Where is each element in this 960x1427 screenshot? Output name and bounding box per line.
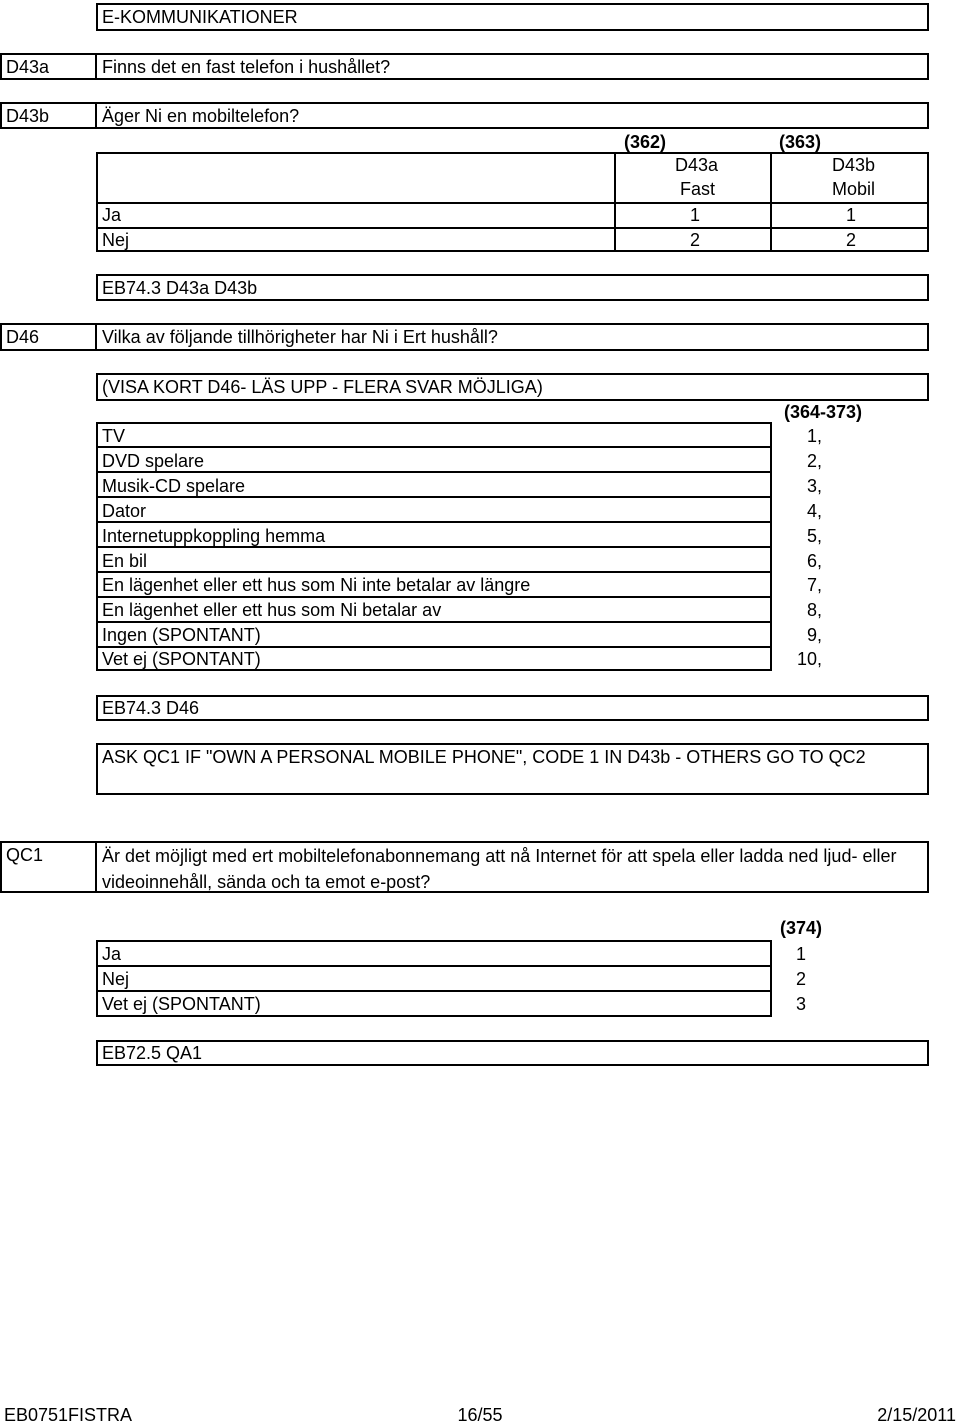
d46-row-code: 1, (806, 426, 822, 446)
d46-row-label: Vet ej (SPONTANT) (102, 649, 261, 669)
d46-row-code: 10, (796, 649, 822, 669)
d46-row-label: En lägenhet eller ett hus som Ni betalar av (102, 600, 442, 620)
d43-table-rule-2 (96, 227, 929, 229)
d46-source-box (96, 695, 929, 721)
d46-row-code: 8, (806, 600, 822, 620)
d43-col2-code: D43b (831, 155, 875, 175)
d46-rule-1 (96, 446, 772, 448)
qc1-row-ja-code: 1 (795, 944, 806, 964)
footer-page-number: 16/55 (457, 1405, 503, 1425)
d43-col1-label: Fast (679, 179, 715, 199)
d46-pos: (364-373) (783, 402, 862, 422)
d43a-question: Finns det en fast telefon i hushållet? (102, 57, 391, 77)
d46-row-label: Ingen (SPONTANT) (102, 625, 261, 645)
qc1-pos: (374) (779, 918, 823, 938)
qc1-rule-1 (96, 965, 772, 967)
qc1-row-nej-label: Nej (102, 969, 130, 989)
d43-col1-code: D43a (674, 155, 718, 175)
d46-row-code: 6, (806, 551, 822, 571)
d46-divider (95, 323, 97, 351)
d46-question: Vilka av följande tillhörigheter har Ni i Ert hushåll? (102, 327, 498, 347)
d43a-divider (95, 53, 97, 80)
section-title: E-KOMMUNIKATIONER (102, 7, 298, 27)
d46-row-label: En bil (102, 551, 148, 571)
d46-row-label: Musik-CD spelare (102, 476, 246, 496)
d46-row-label: DVD spelare (102, 451, 205, 471)
d43-source: EB74.3 D43a D43b (102, 278, 258, 298)
d43-row-ja-label: Ja (102, 205, 122, 225)
d43-col1-pos: (362) (623, 132, 667, 152)
d46-row-code: 5, (806, 526, 822, 546)
qc1-source: EB72.5 QA1 (102, 1043, 203, 1063)
d43b-question: Äger Ni en mobiltelefon? (102, 106, 300, 126)
d43-row-nej-v2: 2 (845, 230, 856, 250)
qc1-source-box (96, 1040, 929, 1066)
footer-date: 2/15/2011 (877, 1405, 956, 1425)
d46-row-label: Internetuppkoppling hemma (102, 526, 326, 546)
qc1-row-ja-label: Ja (102, 944, 122, 964)
d46-code: D46 (6, 327, 40, 347)
d46-row-code: 7, (806, 575, 822, 595)
qc1-divider (95, 841, 97, 893)
qc1-code: QC1 (6, 845, 44, 865)
qc1-row-nej-code: 2 (795, 969, 806, 989)
filter-note: ASK QC1 IF "OWN A PERSONAL MOBILE PHONE", CODE 1 IN D43b - OTHERS GO TO QC2 (102, 747, 866, 767)
d43-row-ja-v1: 1 (689, 205, 700, 225)
d46-row-label: En lägenhet eller ett hus som Ni inte betalar av längre (102, 575, 531, 595)
d46-row-label: Dator (102, 501, 147, 521)
d43-row-nej-v1: 2 (689, 230, 700, 250)
d43a-code: D43a (6, 57, 50, 77)
d46-row-code: 9, (806, 625, 822, 645)
qc1-row-vetej-label: Vet ej (SPONTANT) (102, 994, 261, 1014)
d43b-divider (95, 102, 97, 129)
d46-row-label: TV (102, 426, 126, 446)
d46-row-code: 4, (806, 501, 822, 521)
d46-instruction: (VISA KORT D46- LÄS UPP - FLERA SVAR MÖJLIGA) (102, 377, 543, 397)
qc1-question: Är det möjligt med ert mobiltelefonabonnemang att nå Internet för att spela eller ladda ned ljud- eller videoinnehåll, sända och ta emot e-post? (102, 846, 897, 891)
qc1-row-vetej-code: 3 (795, 994, 806, 1014)
d43-row-nej-label: Nej (102, 230, 130, 250)
d43-table-rule-1 (96, 202, 929, 204)
d43-col2-label: Mobil (831, 179, 875, 199)
d46-source: EB74.3 D46 (102, 698, 200, 718)
d43-col2-pos: (363) (778, 132, 822, 152)
d46-row-code: 3, (806, 476, 822, 496)
d46-row-code: 2, (806, 451, 822, 471)
d43b-code: D43b (6, 106, 50, 126)
d43-row-ja-v2: 1 (845, 205, 856, 225)
d46-rule-4 (96, 521, 772, 523)
footer-doc-id: EB0751FISTRA (4, 1405, 133, 1425)
